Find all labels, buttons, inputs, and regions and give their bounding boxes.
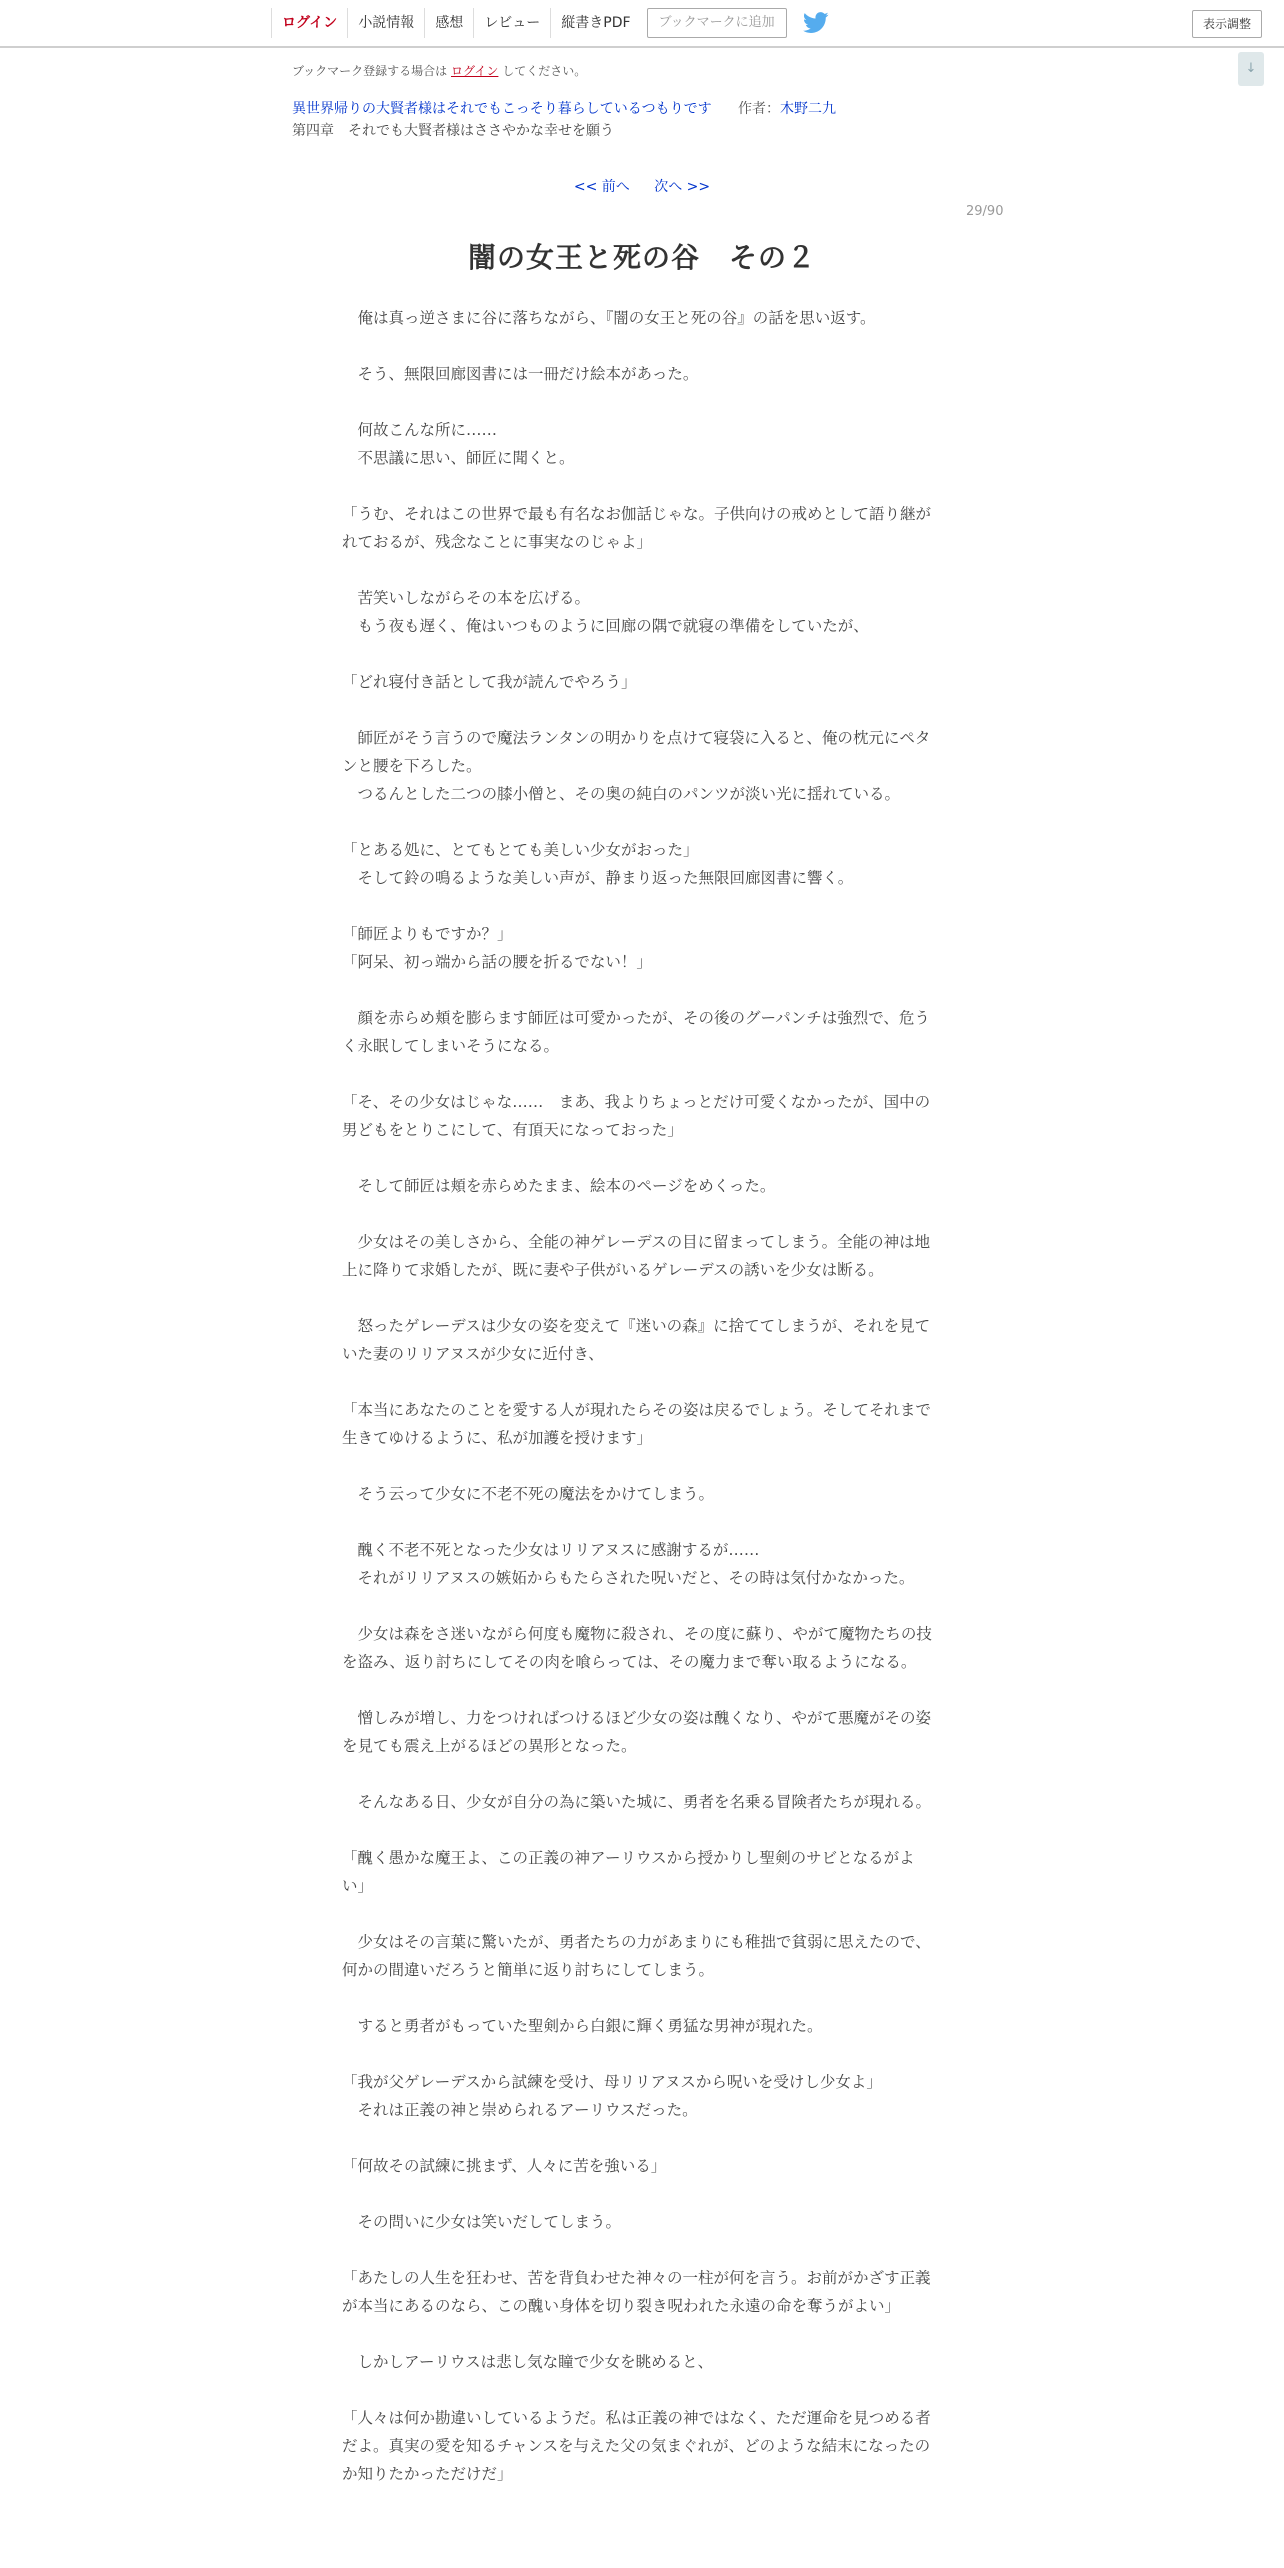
body-line: 苦笑いしながらその本を広げる。 [342, 589, 591, 607]
body-line [342, 2376, 936, 2404]
body-line: それは正義の神と崇められるアーリウスだった。 [342, 2101, 698, 2119]
body-line: 「何故その試練に挑まず、人々に苦を強いる」 [342, 2157, 667, 2175]
body-line: そう云って少女に不老不死の魔法をかけてしまう。 [342, 1485, 715, 1503]
body-line [342, 2180, 936, 2208]
body-line: 俺は真っ逆さまに谷に落ちながら、『闇の女王と死の谷』の話を思い返す。 [342, 309, 876, 327]
episode-pager [0, 176, 1284, 196]
body-line: 憎しみが増し、力をつければつけるほど少女の姿は醜くなり、やがて悪魔がその姿を見ても震え上がるほどの異形となった。 [342, 1709, 932, 1755]
author-label: 作者： [738, 101, 781, 117]
novel-body [342, 304, 936, 2488]
series-title-link[interactable]: 異世界帰りの大賢者様はそれでもこっそり暮らしているつもりです [292, 101, 712, 117]
body-line: 「あたしの人生を狂わせ、苦を背負わせた神々の一柱が何を言う。お前がかざす正義が本当にあるのなら、この醜い身体を切り裂き呪われた永遠の命を奪うがよい」 [342, 2269, 931, 2315]
body-line [342, 1900, 936, 1928]
body-line [342, 1508, 936, 1536]
next-episode-link[interactable]: 次へ >> [654, 179, 711, 195]
notice-text-after: してください。 [502, 64, 587, 78]
body-line: 「我が父ゲレーデスから試練を受け、母リリアヌスから呪いを受けし少女よ」 [342, 2073, 882, 2091]
body-line [342, 472, 936, 500]
series-info [292, 98, 836, 118]
bookmark-login-notice [292, 62, 586, 79]
nav-login-link[interactable]: ログイン [271, 8, 347, 38]
body-line [342, 1760, 936, 1788]
body-line: 不思議に思い、師匠に聞くと。 [342, 449, 575, 467]
body-line [342, 1592, 936, 1620]
body-line [342, 892, 936, 920]
body-line [342, 1144, 936, 1172]
body-line: 「うむ、それはこの世界で最も有名なお伽話じゃな。子供向けの戒めとして語り継がれておるが、残念なことに事実なのじゃよ」 [342, 505, 932, 551]
body-line: そして鈴の鳴るような美しい声が、静まり返った無限回廊図書に響く。 [342, 869, 854, 887]
body-line: 醜く不老不死となった少女はリリアヌスに感謝するが…… [342, 1541, 760, 1559]
prev-episode-link[interactable]: << 前へ [573, 179, 630, 195]
scroll-down-button[interactable]: ↓ [1238, 52, 1264, 86]
body-line [342, 976, 936, 1004]
chapter-title: 第四章 それでも大賢者様はささやかな幸せを願う [292, 123, 614, 139]
body-line: 「人々は何か勘違いしているようだ。私は正義の神ではなく、ただ運命を見つめる者だよ。真実の愛を知るチャンスを与えた父の気まぐれが、どのような結末になったのか知りたかっただけだ」 [342, 2409, 931, 2483]
body-line [342, 1452, 936, 1480]
body-line [342, 2040, 936, 2068]
nav-novel-info-link[interactable]: 小説情報 [347, 8, 424, 38]
body-line: 「そ、その少女はじゃな…… まあ、我よりちょっとだけ可愛くなかったが、国中の男どもをとりこにして、有頂天になっておった」 [342, 1093, 931, 1139]
body-line [342, 388, 936, 416]
nav-review-link[interactable]: レビュー [473, 8, 550, 38]
body-line [342, 332, 936, 360]
author-link[interactable]: 木野二九 [780, 101, 837, 117]
body-line [342, 1816, 936, 1844]
body-line [342, 2320, 936, 2348]
body-line: 「とある処に、とてもとても美しい少女がおった」 [342, 841, 699, 859]
body-line [342, 2236, 936, 2264]
body-line [342, 556, 936, 584]
body-line [342, 1284, 936, 1312]
notice-text-before: ブックマーク登録する場合は [292, 64, 448, 78]
body-line: もう夜も遅く、俺はいつものように回廊の隅で就寝の準備をしていたが、 [342, 617, 869, 635]
body-line: そして師匠は頬を赤らめたまま、絵本のページをめくった。 [342, 1177, 776, 1195]
body-line: 少女はその美しさから、全能の神ゲレーデスの目に留まってしまう。全能の神は地上に降りて求婚したが、既に妻や子供がいるゲレーデスの誘いを少女は断る。 [342, 1233, 931, 1279]
display-settings-button[interactable]: 表示調整 [1192, 10, 1262, 38]
body-line [342, 808, 936, 836]
body-line [342, 1368, 936, 1396]
body-line: 「阿呆、初っ端から話の腰を折るでない！」 [342, 953, 652, 971]
body-line: しかしアーリウスは悲し気な瞳で少女を眺めると、 [342, 2353, 714, 2371]
body-line [342, 1676, 936, 1704]
body-line: それがリリアヌスの嫉妬からもたらされた呪いだと、その時は気付かなかった。 [342, 1569, 915, 1587]
body-line: 「どれ寝付き話として我が読んでやろう」 [342, 673, 637, 691]
body-line: 少女はその言葉に驚いたが、勇者たちの力があまりにも稚拙で貧弱に思えたので、何かの間違いだろうと簡単に返り討ちにしてしまう。 [342, 1933, 931, 1979]
body-line: 「師匠よりもですか？」 [342, 925, 513, 943]
top-navigation-bar [0, 0, 1284, 48]
body-line [342, 1060, 936, 1088]
add-bookmark-button[interactable]: ブックマークに追加 [647, 8, 787, 38]
body-line: 少女は森をさ迷いながら何度も魔物に殺され、その度に蘇り、やがて魔物たちの技を盗み、返り討ちにしてその肉を喰らっては、その魔力まで奪い取るようになる。 [342, 1625, 932, 1671]
body-line: その問いに少女は笑いだしてしまう。 [342, 2213, 622, 2231]
notice-login-link[interactable]: ログイン [451, 64, 499, 78]
body-line: 何故こんな所に…… [342, 421, 498, 439]
body-line [342, 1984, 936, 2012]
body-line: 師匠がそう言うので魔法ランタンの明かりを点けて寝袋に入ると、俺の枕元にペタンと腰を下ろした。 [342, 729, 931, 775]
body-line: 怒ったゲレーデスは少女の姿を変えて『迷いの森』に捨ててしまうが、それを見ていた妻のリリアヌスが少女に近付き、 [342, 1317, 931, 1363]
global-nav [271, 0, 829, 46]
nav-impression-link[interactable]: 感想 [424, 8, 473, 38]
body-line: すると勇者がもっていた聖剣から白銀に輝く勇猛な男神が現れた。 [342, 2017, 823, 2035]
body-line [342, 1200, 936, 1228]
body-line: そう、無限回廊図書には一冊だけ絵本があった。 [342, 365, 699, 383]
body-line: 「醜く愚かな魔王よ、この正義の神アーリウスから授かりし聖剣のサビとなるがよい」 [342, 1849, 915, 1895]
episode-count: 29/90 [966, 204, 1004, 219]
body-line [342, 640, 936, 668]
body-line: つるんとした二つの膝小僧と、その奥の純白のパンツが淡い光に揺れている。 [342, 785, 901, 803]
episode-title: 闇の女王と死の谷 その２ [467, 241, 816, 274]
twitter-bird-icon[interactable] [803, 12, 829, 34]
body-line: 「本当にあなたのことを愛する人が現れたらその姿は戻るでしょう。そしてそれまで生きてゆけるように、私が加護を授けます」 [342, 1401, 931, 1447]
body-line: 顔を赤らめ頬を膨らます師匠は可愛かったが、その後のグーパンチは強烈で、危うく永眠してしまいそうになる。 [342, 1009, 930, 1055]
nav-vertical-pdf-link[interactable]: 縦書きPDF [550, 8, 640, 38]
body-line: そんなある日、少女が自分の為に築いた城に、勇者を名乗る冒険者たちが現れる。 [342, 1793, 932, 1811]
body-line [342, 2124, 936, 2152]
body-line [342, 696, 936, 724]
